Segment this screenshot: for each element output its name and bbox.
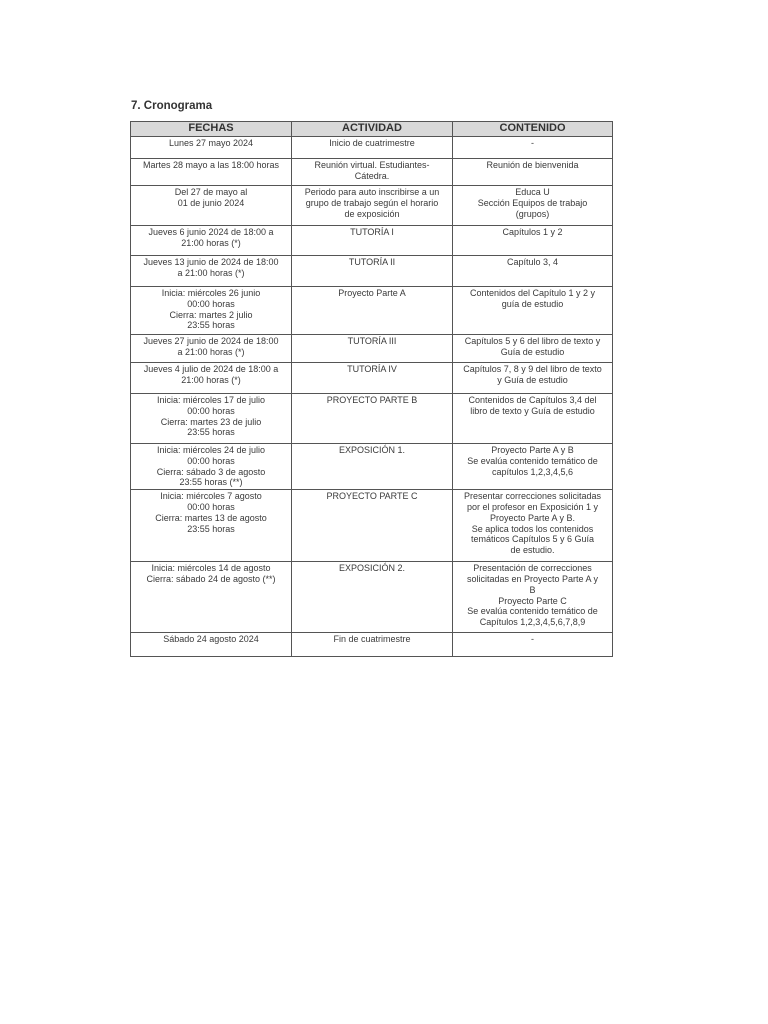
table-row xyxy=(131,186,613,226)
cell-fechas-line: Cierra: martes 13 de agosto xyxy=(155,512,267,523)
cell-actividad xyxy=(292,226,453,256)
cell-contenido-line: Se aplica todos los contenidos xyxy=(471,523,594,534)
cell-actividad xyxy=(292,256,453,287)
cell-fechas-line: Sábado 24 agosto 2024 xyxy=(163,634,259,645)
cell-fechas-line: Inicia: miércoles 17 de julio xyxy=(156,395,266,405)
cell-fechas-line: 23:55 horas xyxy=(187,523,235,534)
cell-fechas-line: Jueves 13 junio de 2024 de 18:00 xyxy=(143,257,279,267)
cell-fechas-line: Jueves 6 junio 2024 de 18:00 a xyxy=(148,227,274,237)
cell-actividad xyxy=(292,159,453,186)
cell-contenido-line: libro de texto y Guía de estudio xyxy=(470,405,595,416)
cell-fechas xyxy=(131,256,292,287)
cell-contenido xyxy=(453,256,613,287)
header-contenido: CONTENIDO xyxy=(453,122,613,137)
cell-fechas-line: 00:00 horas xyxy=(187,405,235,416)
table-row xyxy=(131,363,613,394)
cell-fechas-line: Inicia: miércoles 24 de julio xyxy=(156,445,266,455)
cell-actividad-line: Reunión virtual. Estudiantes- xyxy=(314,160,430,170)
cell-contenido xyxy=(453,137,613,159)
section-title: 7. Cronograma xyxy=(131,100,213,112)
cell-contenido-line: Se evalúa contenido temático de xyxy=(467,455,598,466)
header-actividad: ACTIVIDAD xyxy=(292,122,453,137)
cell-fechas-line: Inicia: miércoles 14 de agosto xyxy=(151,563,271,574)
cell-contenido-line: Proyecto Parte C xyxy=(498,595,567,606)
cell-fechas-line: 00:00 horas xyxy=(187,455,235,466)
cell-actividad xyxy=(292,562,453,633)
cell-contenido xyxy=(453,490,613,562)
cell-actividad-line: PROYECTO PARTE C xyxy=(326,491,418,502)
cell-contenido-line: Capítulos 1,2,3,4,5,6,7,8,9 xyxy=(479,617,586,628)
cell-fechas-line: a 21:00 horas (*) xyxy=(177,267,245,278)
table-row xyxy=(131,287,613,335)
cell-contenido-line: - xyxy=(531,634,534,645)
cell-contenido-line: capítulos 1,2,3,4,5,6 xyxy=(491,466,574,477)
cell-contenido-line: Presentar correcciones solicitadas xyxy=(463,491,602,502)
cell-actividad-line: PROYECTO PARTE B xyxy=(326,395,418,405)
cell-contenido-line: por el profesor en Exposición 1 y xyxy=(466,501,599,512)
cell-contenido-line: solicitadas en Proyecto Parte A y xyxy=(466,573,599,584)
cell-actividad-line: TUTORÍA II xyxy=(348,257,396,267)
cell-fechas-line: a 21:00 horas (*) xyxy=(177,346,245,357)
cell-fechas xyxy=(131,186,292,226)
cell-fechas-line: Cierra: martes 2 julio xyxy=(169,309,253,320)
table-row xyxy=(131,562,613,633)
cell-fechas xyxy=(131,363,292,394)
cell-fechas-line: Martes 28 mayo a las 18:00 horas xyxy=(142,160,280,170)
cell-actividad-line: TUTORÍA I xyxy=(350,227,394,237)
cell-fechas xyxy=(131,394,292,444)
cell-contenido-line: Sección Equipos de trabajo xyxy=(477,197,588,208)
cell-fechas-line: 23:55 horas (**) xyxy=(179,477,243,488)
cell-fechas-line: 23:55 horas xyxy=(187,320,235,331)
header-row xyxy=(131,122,613,137)
table-row xyxy=(131,335,613,363)
cell-contenido xyxy=(453,394,613,444)
cell-actividad-line: grupo de trabajo según el horario xyxy=(305,197,439,208)
cell-contenido-line: Guía de estudio xyxy=(500,346,565,357)
cell-contenido-line: Reunión de bienvenida xyxy=(486,160,579,170)
cell-fechas-line: Lunes 27 mayo 2024 xyxy=(168,138,254,148)
cell-actividad-line: Cátedra. xyxy=(354,170,390,181)
cell-fechas-line: Cierra: sábado 3 de agosto xyxy=(156,466,266,477)
cell-contenido-line: Capítulos 1 y 2 xyxy=(502,227,563,237)
cell-fechas-line: 00:00 horas xyxy=(187,501,235,512)
cell-contenido xyxy=(453,287,613,335)
cell-actividad-line: Fin de cuatrimestre xyxy=(333,634,411,645)
cell-actividad-line: EXPOSICIÓN 1. xyxy=(338,445,406,455)
cell-fechas xyxy=(131,287,292,335)
cell-actividad-line: Periodo para auto inscribirse a un xyxy=(304,187,440,197)
table-row xyxy=(131,444,613,490)
cell-fechas-line: 23:55 horas xyxy=(187,427,235,438)
cell-contenido xyxy=(453,444,613,490)
cell-fechas-line: 21:00 horas (*) xyxy=(181,374,241,385)
cell-contenido xyxy=(453,186,613,226)
table-row xyxy=(131,137,613,159)
cell-contenido-line: guía de estudio xyxy=(501,298,564,309)
cell-contenido-line: (grupos) xyxy=(515,208,550,219)
schedule-table xyxy=(130,121,613,657)
cell-fechas-line: Cierra: martes 23 de julio xyxy=(160,416,262,427)
cell-contenido-line: y Guía de estudio xyxy=(497,374,568,385)
cell-contenido-line: Se evalúa contenido temático de xyxy=(467,606,598,617)
cell-actividad xyxy=(292,394,453,444)
cell-fechas-line: Cierra: sábado 24 de agosto (**) xyxy=(146,573,276,584)
cell-contenido xyxy=(453,226,613,256)
cell-fechas-line: Jueves 4 julio de 2024 de 18:00 a xyxy=(143,364,279,374)
cell-fechas-line: 21:00 horas (*) xyxy=(181,237,241,248)
cell-actividad xyxy=(292,287,453,335)
table-row xyxy=(131,226,613,256)
cell-actividad-line: EXPOSICIÓN 2. xyxy=(338,563,406,574)
cell-contenido xyxy=(453,562,613,633)
cell-contenido xyxy=(453,633,613,657)
table-row xyxy=(131,256,613,287)
cell-actividad xyxy=(292,363,453,394)
cell-actividad xyxy=(292,444,453,490)
cell-contenido-line: Proyecto Parte A y B xyxy=(491,445,574,455)
cell-fechas-line: Inicia: miércoles 26 junio xyxy=(161,288,261,298)
cell-fechas xyxy=(131,444,292,490)
cell-actividad-line: Proyecto Parte A xyxy=(338,288,406,298)
table-row xyxy=(131,633,613,657)
cell-actividad xyxy=(292,335,453,363)
cell-actividad xyxy=(292,490,453,562)
cell-fechas-line: Inicia: miércoles 7 agosto xyxy=(160,491,262,502)
cell-fechas xyxy=(131,335,292,363)
cell-contenido-line: Educa U xyxy=(515,187,550,197)
cell-contenido-line: Capítulos 7, 8 y 9 del libro de texto xyxy=(463,364,602,374)
table-row xyxy=(131,159,613,186)
cell-fechas-line: 00:00 horas xyxy=(187,298,235,309)
table-row xyxy=(131,394,613,444)
cell-fechas xyxy=(131,137,292,159)
cell-fechas-line: 01 de junio 2024 xyxy=(177,197,245,208)
cell-actividad-line: Inicio de cuatrimestre xyxy=(329,138,415,148)
cell-contenido xyxy=(453,335,613,363)
cell-fechas xyxy=(131,490,292,562)
cell-contenido-line: Capítulo 3, 4 xyxy=(506,257,559,267)
cell-contenido-line: Contenidos de Capítulos 3,4 del xyxy=(468,395,597,405)
cell-fechas xyxy=(131,226,292,256)
cell-contenido-line: de estudio. xyxy=(510,545,555,556)
schedule-body xyxy=(131,137,613,657)
cell-actividad-line: TUTORÍA IV xyxy=(347,364,397,374)
cell-actividad-line: TUTORÍA III xyxy=(347,336,397,346)
cell-contenido-line: Presentación de correcciones xyxy=(473,563,592,574)
table-row xyxy=(131,490,613,562)
cell-contenido xyxy=(453,363,613,394)
cell-fechas xyxy=(131,159,292,186)
cell-fechas-line: Jueves 27 junio de 2024 de 18:00 xyxy=(143,336,279,346)
header-fechas: FECHAS xyxy=(131,122,292,137)
cell-contenido xyxy=(453,159,613,186)
cell-fechas xyxy=(131,562,292,633)
cell-contenido-line: Capítulos 5 y 6 del libro de texto y xyxy=(464,336,601,346)
cell-contenido-line: Proyecto Parte A y B. xyxy=(489,512,576,523)
cell-contenido-line: Contenidos del Capítulo 1 y 2 y xyxy=(469,288,596,298)
cell-actividad-line: de exposición xyxy=(344,208,400,219)
cell-actividad xyxy=(292,633,453,657)
cell-contenido-line: B xyxy=(529,584,536,595)
cell-actividad xyxy=(292,137,453,159)
cell-contenido-line: - xyxy=(531,138,534,148)
cell-fechas xyxy=(131,633,292,657)
cell-contenido-line: temáticos Capítulos 5 y 6 Guía xyxy=(470,534,595,545)
cell-actividad xyxy=(292,186,453,226)
cell-fechas-line: Del 27 de mayo al xyxy=(174,187,248,197)
